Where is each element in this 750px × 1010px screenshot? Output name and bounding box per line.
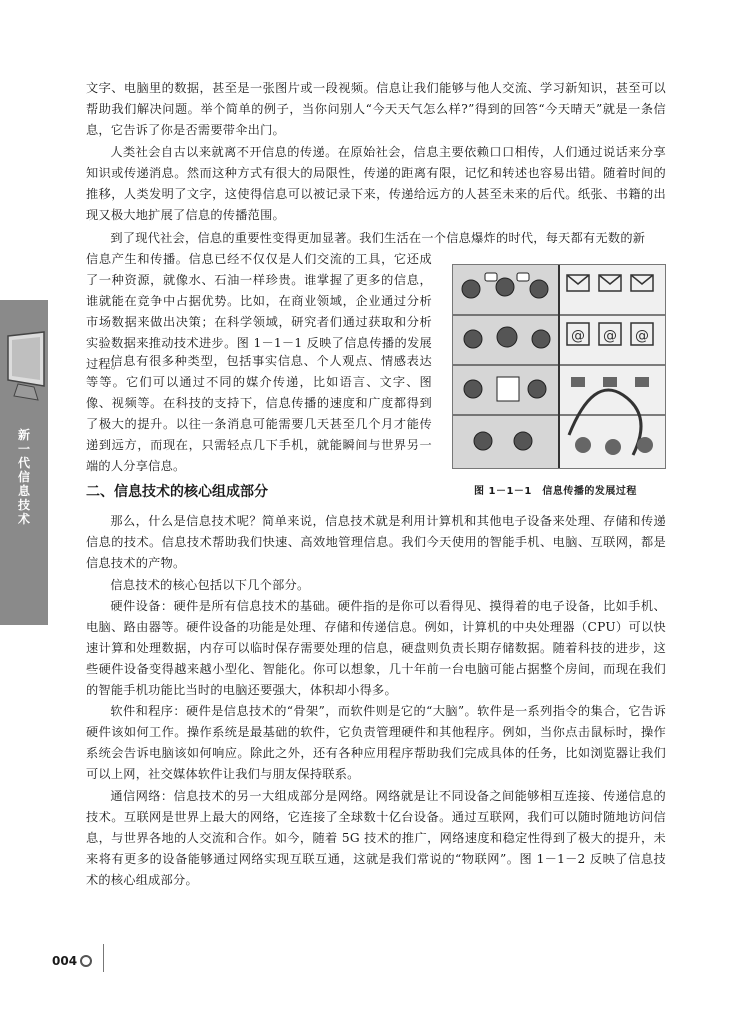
svg-text:@: @: [603, 328, 617, 344]
figure-information-spread: [452, 264, 666, 469]
chapter-title-vertical: 新一代信息技术: [17, 428, 30, 526]
computer-monitor-icon: [4, 330, 48, 408]
paragraph-4: 信息有很多种类型，包括事实信息、个人观点、情感表达等等。它们可以通过不同的媒介传递，比如语言、文字、图像、视频等。在科技的支持下，信息传播的速度和广度都得到了极大的提升。以往一条消息可能需要几天甚至几个月才能传递到远方，而现在，只需轻点几下手机，就能瞬间与世界另一端的人分享信息。: [86, 354, 432, 473]
paragraph-1: 文字、电脑里的数据，甚至是一张图片或一段视频。信息让我们能够与他人交流、学习新知识，甚至可以帮助我们解决问题。举个简单的例子，当你问别人“今天天气怎么样?”得到的回答“今天晴天”就是一条信息，它告诉了你是否需要带伞出门。: [86, 81, 666, 137]
paragraph-2: 人类社会自古以来就离不开信息的传递。在原始社会，信息主要依赖口口相传，人们通过说话来分享知识或传递消息。然而这种方式有很大的局限性，传递的距离有限，记忆和转述也容易出错。随着时间的推移，人类发明了文字，这使得信息可以被记录下来，传递给远方的人甚至未来的后代。纸张、书籍的出现又极大地扩展了信息的传播范围。: [86, 145, 666, 222]
figure-illustration: [453, 265, 665, 468]
section-heading: 二、信息技术的核心组成部分: [86, 484, 268, 500]
svg-text:@: @: [635, 328, 649, 344]
paragraph-9: 通信网络：信息技术的另一大组成部分是网络。网络就是让不同设备之间能够相互连接、传递信息的技术。互联网是世界上最大的网络，它连接了全球数十亿台设备。通过互联网，我们可以随时随地访问信息，与世界各地的人交流和合作。如今，随着 5G 技术的推广，网络速度和稳定性得到了极大的提升，未来将有更多的设备能够通过网络实现互联互通，这就是我们常说的“物联网”。图 1－1－2 反映了信息技术的核心组成部分。: [86, 789, 666, 887]
paragraph-8: 软件和程序：硬件是信息技术的“骨架”，而软件则是它的“大脑”。软件是一系列指令的集合，它告诉硬件该如何工作。操作系统是最基础的软件，它负责管理硬件和其他程序。例如，当你点击鼠标时，操作系统会告诉电脑该如何响应。除此之外，还有各种应用程序帮助我们完成具体的任务，比如浏览器让我们可以上网，社交媒体软件让我们与朋友保持联系。: [86, 704, 666, 781]
paragraph-7: 硬件设备：硬件是所有信息技术的基础。硬件指的是你可以看得见、摸得着的电子设备，比如手机、电脑、路由器等。硬件设备的功能是处理、存储和传递信息。例如，计算机的中央处理器（CPU）可以快速计算和处理数据，内存可以临时保存需要处理的信息，硬盘则负责长期存储数据。随着科技的进步，这些硬件设备变得越来越小型化、智能化。你可以想象，几十年前一台电脑可能占据整个房间，而现在我们的智能手机功能比当时的电脑还要强大，体积却小得多。: [86, 599, 666, 697]
footer-divider: [103, 944, 104, 972]
paragraph-6: 信息技术的核心包括以下几个部分。: [110, 578, 310, 592]
figure-caption: 图 1－1－1 信息传播的发展过程: [474, 486, 637, 497]
paragraph-3-first-line: 到了现代社会，信息的重要性变得更加显著。我们生活在一个信息爆炸的时代，每天都有无数的新: [110, 231, 646, 245]
paragraph-5: 那么，什么是信息技术呢？简单来说，信息技术就是利用计算机和其他电子设备来处理、存储和传递信息的技术。信息技术帮助我们快速、高效地管理信息。我们今天使用的智能手机、电脑、互联网，都是信息技术的产物。: [86, 514, 666, 570]
page-number: 004: [52, 954, 78, 968]
paragraph-3: 信息产生和传播。信息已经不仅仅是人们交流的工具，它还成了一种资源，就像水、石油一样珍贵。谁掌握了更多的信息，谁就能在竞争中占据优势。比如，在商业领域，企业通过分析市场数据来做出决策；在科学领域，研究者们通过获取和分析实验数据来推动技术进步。图 1－1－1 反映了信息传播的发展过程。: [86, 252, 432, 371]
page-number-circle-icon: [80, 955, 92, 967]
svg-text:@: @: [571, 328, 585, 344]
